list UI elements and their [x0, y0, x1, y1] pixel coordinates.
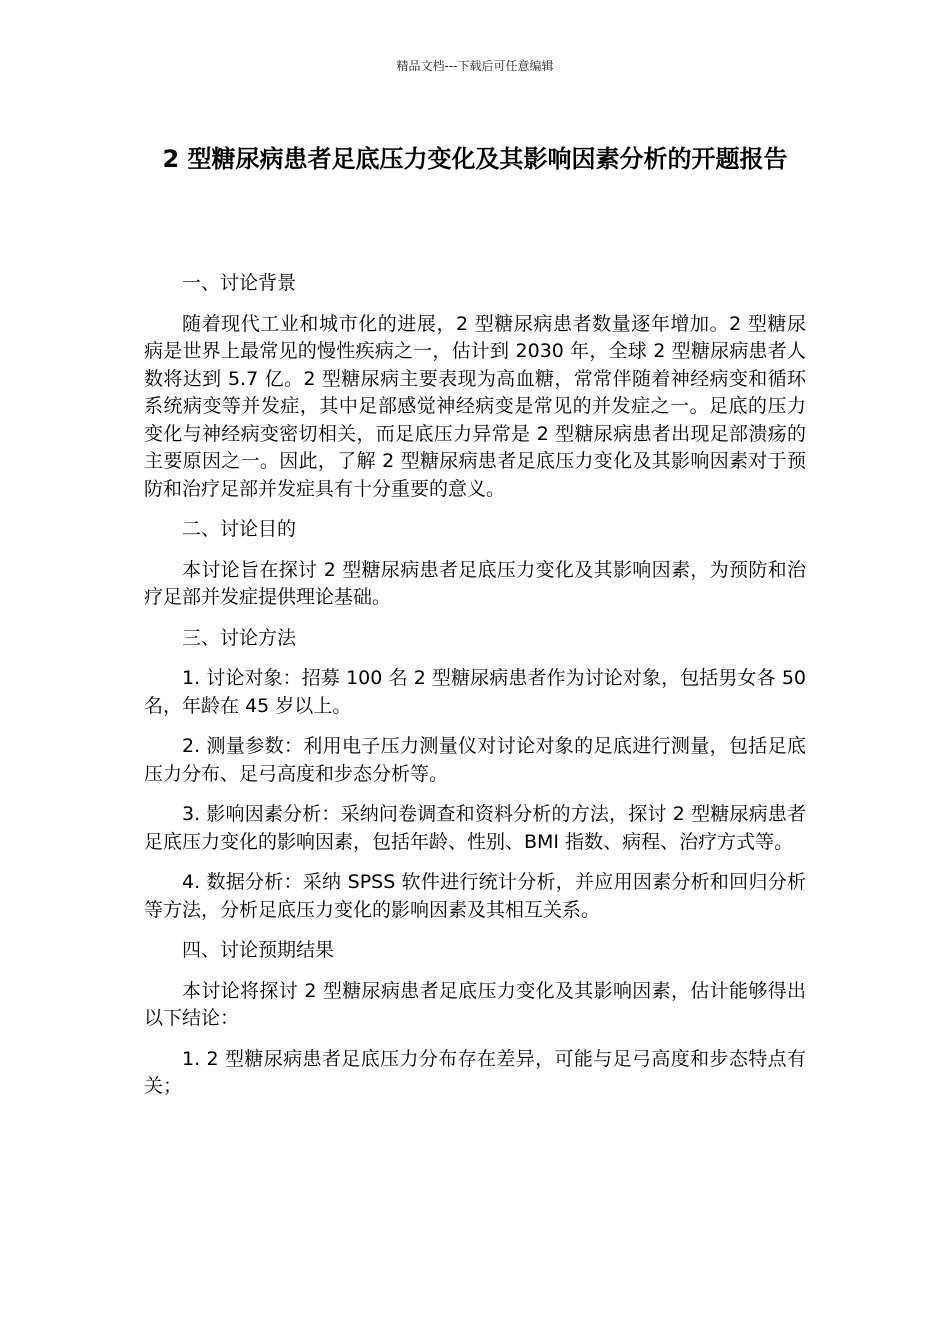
methods-item-analysis: 4. 数据分析：采纳 SPSS 软件进行统计分析，并应用因素分析和回归分析等方法，分析足底压力变化的影响因素及其相互关系。 [144, 871, 806, 921]
page-header: 精品文档---下载后可任意编辑 [396, 59, 554, 73]
methods-item-measurement: 2. 测量参数：利用电子压力测量仪对讨论对象的足底进行测量，包括足底压力分布、足弓高度和步态分析等。 [144, 735, 806, 785]
document-title: 2 型糖尿病患者足底压力变化及其影响因素分析的开题报告 [162, 145, 788, 173]
purpose-paragraph: 本讨论旨在探讨 2 型糖尿病患者足底压力变化及其影响因素，为预防和治疗足部并发症提供理论基础。 [144, 558, 806, 608]
expected-paragraph: 本讨论将探讨 2 型糖尿病患者足底压力变化及其影响因素，估计能够得出以下结论： [144, 979, 806, 1029]
section-heading-expected: 四、讨论预期结果 [182, 939, 335, 961]
methods-item-factors: 3. 影响因素分析：采纳问卷调查和资料分析的方法，探讨 2 型糖尿病患者足底压力变化的影响因素，包括年龄、性别、BMI 指数、病程、治疗方式等。 [144, 803, 806, 853]
section-heading-methods: 三、讨论方法 [182, 626, 297, 649]
methods-item-subjects: 1. 讨论对象：招募 100 名 2 型糖尿病患者作为讨论对象，包括男女各 50 名，年龄在 45 岁以上。 [144, 667, 806, 717]
expected-item-1: 1. 2 型糖尿病患者足底压力分布存在差异，可能与足弓高度和步态特点有关； [144, 1047, 806, 1097]
section-heading-background: 一、讨论背景 [182, 272, 297, 294]
section-heading-purpose: 二、讨论目的 [182, 518, 297, 540]
document-body [144, 270, 806, 1114]
background-paragraph: 随着现代工业和城市化的进展，2 型糖尿病患者数量逐年增加。2 型糖尿病是世界上最常见的慢性疾病之一，估计到 2030 年，全球 2 型糖尿病患者人数将达到 5.7 亿。2 型糖尿病主要表现为高血糖，常常伴随着神经病变和循环系统病变等并发症，其中足部感觉神经病变是常见的并发症之一。足底的压力变化与神经病变密切相关，而足底压力异常是 2 型糖尿病患者出现足部溃疡的主要原因之一。因此，了解 2 型糖尿病患者足底压力变化及其影响因素对于预防和治疗足部并发症具有十分重要的意义。 [144, 312, 806, 500]
